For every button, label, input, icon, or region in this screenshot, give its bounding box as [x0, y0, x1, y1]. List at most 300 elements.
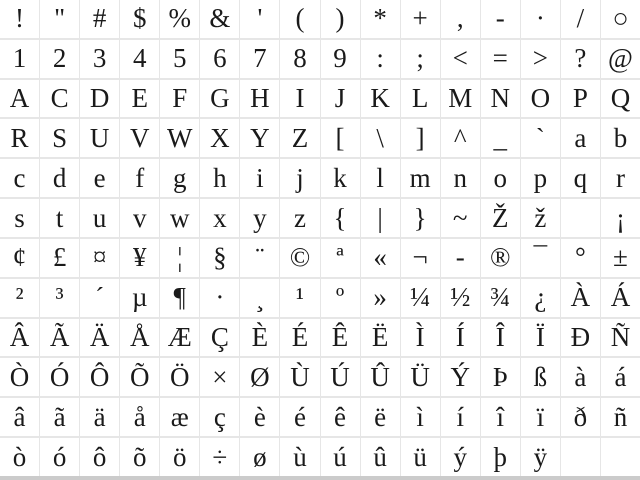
char-cell[interactable] — [361, 80, 400, 118]
char-cell[interactable] — [601, 398, 640, 436]
glyph-label: ( — [295, 3, 305, 34]
char-cell[interactable] — [120, 199, 159, 237]
char-cell[interactable] — [0, 398, 39, 436]
char-cell[interactable] — [160, 279, 199, 317]
glyph-label: ³ — [55, 282, 64, 313]
char-cell[interactable] — [280, 0, 319, 38]
char-cell[interactable] — [40, 358, 79, 396]
glyph-label: o — [493, 162, 508, 193]
char-cell[interactable] — [80, 438, 119, 476]
char-cell[interactable] — [280, 438, 319, 476]
char-cell[interactable] — [240, 398, 279, 436]
char-cell[interactable] — [401, 119, 440, 157]
glyph-label: h — [213, 162, 227, 193]
char-cell[interactable] — [0, 119, 39, 157]
char-cell[interactable] — [481, 0, 520, 38]
char-cell[interactable] — [361, 438, 400, 476]
char-cell[interactable] — [481, 40, 520, 78]
char-cell[interactable] — [521, 40, 560, 78]
glyph-label: À — [570, 282, 591, 313]
char-cell[interactable] — [361, 319, 400, 357]
char-cell[interactable] — [280, 319, 319, 357]
char-cell[interactable] — [40, 398, 79, 436]
char-cell[interactable] — [120, 0, 159, 38]
glyph-label: í — [456, 401, 464, 432]
char-cell[interactable] — [120, 358, 159, 396]
glyph-label: ' — [257, 3, 263, 34]
char-cell[interactable] — [521, 358, 560, 396]
glyph-label: ? — [574, 43, 587, 74]
char-cell[interactable] — [120, 438, 159, 476]
char-cell[interactable] — [80, 0, 119, 38]
char-cell[interactable] — [481, 199, 520, 237]
char-cell[interactable] — [601, 438, 640, 476]
glyph-label: Ä — [89, 322, 110, 353]
glyph-label: - — [495, 3, 505, 34]
glyph-label: ¨ — [255, 242, 265, 273]
char-cell[interactable] — [441, 80, 480, 118]
char-cell[interactable] — [481, 239, 520, 277]
glyph-label: L — [411, 83, 429, 114]
char-cell[interactable] — [401, 239, 440, 277]
char-cell[interactable] — [80, 398, 119, 436]
char-cell[interactable] — [321, 319, 360, 357]
glyph-label: ö — [173, 441, 187, 472]
char-cell[interactable] — [361, 119, 400, 157]
char-cell[interactable] — [321, 159, 360, 197]
char-cell[interactable] — [200, 279, 239, 317]
char-cell[interactable] — [361, 0, 400, 38]
char-cell[interactable] — [601, 199, 640, 237]
char-cell[interactable] — [441, 239, 480, 277]
char-cell[interactable] — [481, 80, 520, 118]
glyph-label: s — [14, 202, 25, 233]
char-cell[interactable] — [160, 398, 199, 436]
char-cell[interactable] — [561, 319, 600, 357]
glyph-label: ß — [533, 361, 548, 392]
char-cell[interactable] — [280, 239, 319, 277]
char-cell[interactable] — [40, 0, 79, 38]
char-cell[interactable] — [521, 159, 560, 197]
char-cell[interactable] — [481, 438, 520, 476]
char-cell[interactable] — [561, 239, 600, 277]
glyph-label: m — [409, 162, 431, 193]
glyph-label: Å — [129, 322, 150, 353]
glyph-label: % — [168, 3, 192, 34]
char-cell[interactable] — [160, 199, 199, 237]
char-cell[interactable] — [240, 119, 279, 157]
char-cell[interactable] — [481, 398, 520, 436]
glyph-label: ; — [416, 43, 424, 74]
glyph-label: r — [615, 162, 625, 193]
char-cell[interactable] — [160, 239, 199, 277]
glyph-label: ª — [336, 242, 344, 273]
char-cell[interactable] — [321, 398, 360, 436]
char-cell[interactable] — [601, 358, 640, 396]
char-cell[interactable] — [601, 239, 640, 277]
glyph-label: ð — [573, 401, 588, 432]
glyph-label: ý — [453, 441, 467, 472]
char-cell[interactable] — [200, 80, 239, 118]
char-cell[interactable] — [240, 80, 279, 118]
char-cell[interactable] — [521, 80, 560, 118]
char-cell[interactable] — [361, 239, 400, 277]
char-cell[interactable] — [0, 279, 39, 317]
glyph-label: é — [293, 401, 306, 432]
glyph-label: » — [373, 282, 387, 313]
char-cell[interactable] — [441, 0, 480, 38]
glyph-label: J — [334, 83, 346, 114]
char-cell[interactable] — [0, 80, 39, 118]
glyph-label: Æ — [167, 322, 192, 353]
glyph-label: a — [574, 122, 587, 153]
glyph-label: £ — [52, 242, 67, 273]
char-cell[interactable] — [521, 119, 560, 157]
char-cell[interactable] — [561, 40, 600, 78]
char-cell[interactable] — [80, 119, 119, 157]
char-cell[interactable] — [601, 119, 640, 157]
glyph-label: g — [173, 162, 187, 193]
glyph-label: ¶ — [173, 282, 186, 313]
char-cell[interactable] — [401, 199, 440, 237]
glyph-label: Þ — [492, 361, 508, 392]
char-cell[interactable] — [321, 119, 360, 157]
char-cell[interactable] — [441, 199, 480, 237]
glyph-label: 5 — [173, 43, 187, 74]
char-cell[interactable] — [441, 119, 480, 157]
char-cell[interactable] — [240, 159, 279, 197]
char-cell[interactable] — [240, 40, 279, 78]
char-cell[interactable] — [80, 199, 119, 237]
glyph-label: Ú — [330, 361, 350, 392]
char-cell[interactable] — [601, 159, 640, 197]
char-cell[interactable] — [40, 279, 79, 317]
char-cell[interactable] — [601, 0, 640, 38]
char-cell[interactable] — [80, 239, 119, 277]
char-cell[interactable] — [240, 438, 279, 476]
char-cell[interactable] — [0, 358, 39, 396]
char-cell[interactable] — [240, 0, 279, 38]
glyph-label: e — [93, 162, 106, 193]
char-cell[interactable] — [240, 239, 279, 277]
char-cell[interactable] — [120, 279, 159, 317]
char-cell[interactable] — [561, 398, 600, 436]
glyph-label: Z — [291, 122, 309, 153]
glyph-label: ÿ — [533, 441, 548, 472]
char-cell[interactable] — [200, 398, 239, 436]
glyph-label: Ã — [49, 322, 70, 353]
glyph-label: ¬ — [412, 242, 428, 273]
glyph-label: © — [289, 242, 311, 273]
char-cell[interactable] — [280, 159, 319, 197]
glyph-label: Ö — [170, 361, 190, 392]
glyph-label: Ì — [415, 322, 425, 353]
glyph-label: w — [170, 202, 190, 233]
glyph-label: A — [9, 83, 30, 114]
glyph-label: y — [253, 202, 267, 233]
char-cell[interactable] — [160, 80, 199, 118]
char-cell[interactable] — [120, 319, 159, 357]
glyph-label: ò — [12, 441, 27, 472]
glyph-label: c — [13, 162, 26, 193]
glyph-label: D — [89, 83, 110, 114]
char-cell[interactable] — [160, 319, 199, 357]
char-cell[interactable] — [80, 319, 119, 357]
glyph-label: Ê — [331, 322, 349, 353]
glyph-label: ¢ — [12, 242, 27, 273]
char-cell[interactable] — [240, 319, 279, 357]
char-cell[interactable] — [481, 319, 520, 357]
glyph-label: Û — [370, 361, 390, 392]
char-cell[interactable] — [401, 438, 440, 476]
char-cell[interactable] — [280, 40, 319, 78]
glyph-label: Ô — [89, 361, 110, 392]
char-cell[interactable] — [401, 398, 440, 436]
glyph-label: ´ — [95, 282, 105, 313]
char-cell[interactable] — [0, 159, 39, 197]
char-cell[interactable] — [401, 319, 440, 357]
char-cell[interactable] — [521, 239, 560, 277]
glyph-label: X — [210, 122, 230, 153]
char-cell[interactable] — [240, 358, 279, 396]
char-cell[interactable] — [401, 80, 440, 118]
char-cell[interactable] — [361, 358, 400, 396]
char-cell[interactable] — [481, 119, 520, 157]
char-cell[interactable] — [160, 119, 199, 157]
char-cell[interactable] — [561, 159, 600, 197]
glyph-label: k — [333, 162, 347, 193]
char-cell[interactable] — [0, 319, 39, 357]
glyph-label: ê — [334, 401, 347, 432]
char-cell[interactable] — [601, 40, 640, 78]
char-cell[interactable] — [280, 119, 319, 157]
glyph-label: @ — [608, 43, 633, 74]
glyph-label: ç — [213, 401, 226, 432]
char-cell[interactable] — [0, 239, 39, 277]
char-cell[interactable] — [561, 0, 600, 38]
char-cell[interactable] — [521, 319, 560, 357]
char-cell[interactable] — [200, 358, 239, 396]
char-cell[interactable] — [240, 279, 279, 317]
char-cell[interactable] — [40, 319, 79, 357]
glyph-label: q — [573, 162, 588, 193]
char-cell[interactable] — [160, 0, 199, 38]
char-cell[interactable] — [321, 80, 360, 118]
char-cell[interactable] — [280, 199, 319, 237]
char-cell[interactable] — [521, 438, 560, 476]
char-cell[interactable] — [200, 199, 239, 237]
char-cell[interactable] — [120, 80, 159, 118]
glyph-label: p — [533, 162, 548, 193]
char-cell[interactable] — [601, 279, 640, 317]
char-cell[interactable] — [160, 358, 199, 396]
char-cell[interactable] — [441, 438, 480, 476]
char-cell[interactable] — [40, 40, 79, 78]
glyph-label: { — [333, 202, 347, 233]
char-cell[interactable] — [0, 40, 39, 78]
glyph-label: V — [129, 122, 150, 153]
char-cell[interactable] — [561, 199, 600, 237]
glyph-label: K — [370, 83, 390, 114]
char-cell[interactable] — [561, 80, 600, 118]
char-cell[interactable] — [561, 358, 600, 396]
char-cell[interactable] — [601, 80, 640, 118]
char-cell[interactable] — [321, 199, 360, 237]
char-cell[interactable] — [521, 0, 560, 38]
char-cell[interactable] — [120, 159, 159, 197]
char-cell[interactable] — [481, 279, 520, 317]
char-cell[interactable] — [401, 358, 440, 396]
char-cell[interactable] — [80, 40, 119, 78]
char-cell[interactable] — [280, 279, 319, 317]
char-cell[interactable] — [321, 239, 360, 277]
glyph-label: ~ — [452, 202, 468, 233]
glyph-label: ¡ — [615, 202, 625, 233]
char-cell[interactable] — [40, 80, 79, 118]
char-cell[interactable] — [120, 239, 159, 277]
glyph-label: 7 — [253, 43, 267, 74]
char-cell[interactable] — [240, 199, 279, 237]
char-cell[interactable] — [361, 199, 400, 237]
glyph-label: C — [50, 83, 69, 114]
char-cell[interactable] — [40, 239, 79, 277]
char-cell[interactable] — [441, 358, 480, 396]
char-cell[interactable] — [80, 279, 119, 317]
char-cell[interactable] — [441, 398, 480, 436]
char-cell[interactable] — [361, 398, 400, 436]
glyph-label: Ø — [250, 361, 270, 392]
glyph-label: û — [373, 441, 387, 472]
char-cell[interactable] — [160, 159, 199, 197]
char-cell[interactable] — [40, 119, 79, 157]
char-cell[interactable] — [361, 159, 400, 197]
glyph-label: N — [490, 83, 511, 114]
char-cell[interactable] — [481, 159, 520, 197]
glyph-label: I — [295, 83, 305, 114]
glyph-label: u — [92, 202, 107, 233]
char-cell[interactable] — [160, 40, 199, 78]
char-cell[interactable] — [80, 80, 119, 118]
char-cell[interactable] — [401, 40, 440, 78]
glyph-label: ± — [613, 242, 628, 273]
glyph-label: Õ — [129, 361, 150, 392]
char-cell[interactable] — [601, 319, 640, 357]
char-cell[interactable] — [200, 119, 239, 157]
char-cell[interactable] — [401, 0, 440, 38]
char-cell[interactable] — [200, 319, 239, 357]
char-cell[interactable] — [80, 159, 119, 197]
glyph-label: # — [92, 3, 107, 34]
char-cell[interactable] — [521, 279, 560, 317]
char-cell[interactable] — [441, 319, 480, 357]
glyph-label: ã — [53, 401, 66, 432]
char-cell[interactable] — [321, 40, 360, 78]
char-cell[interactable] — [321, 358, 360, 396]
char-cell[interactable] — [481, 358, 520, 396]
glyph-label: j — [296, 162, 304, 193]
glyph-label: x — [213, 202, 227, 233]
char-cell[interactable] — [200, 159, 239, 197]
char-cell[interactable] — [280, 398, 319, 436]
glyph-label: ¾ — [490, 282, 511, 313]
char-cell[interactable] — [0, 438, 39, 476]
char-cell[interactable] — [321, 279, 360, 317]
glyph-label: ¯ — [533, 242, 548, 273]
glyph-label: á — [614, 361, 627, 392]
char-cell[interactable] — [280, 358, 319, 396]
glyph-label: R — [10, 122, 29, 153]
glyph-label: ! — [15, 3, 25, 34]
glyph-label: S — [52, 122, 68, 153]
char-cell[interactable] — [361, 40, 400, 78]
char-cell[interactable] — [80, 358, 119, 396]
char-cell[interactable] — [561, 438, 600, 476]
glyph-label: · — [215, 282, 225, 313]
glyph-label: 2 — [52, 43, 67, 74]
glyph-label: Ç — [210, 322, 229, 353]
glyph-label: É — [291, 322, 309, 353]
char-cell[interactable] — [40, 438, 79, 476]
char-cell[interactable] — [120, 40, 159, 78]
glyph-label: H — [250, 83, 270, 114]
char-cell[interactable] — [321, 438, 360, 476]
char-cell[interactable] — [200, 438, 239, 476]
glyph-label: ž — [534, 202, 547, 233]
glyph-label: 9 — [333, 43, 347, 74]
glyph-label: Ý — [450, 361, 470, 392]
glyph-label: & — [209, 3, 231, 34]
glyph-label: t — [55, 202, 64, 233]
glyph-label: W — [167, 122, 193, 153]
char-cell[interactable] — [441, 40, 480, 78]
char-cell[interactable] — [321, 0, 360, 38]
char-cell[interactable] — [401, 159, 440, 197]
glyph-label: z — [293, 202, 306, 233]
char-cell[interactable] — [200, 0, 239, 38]
glyph-label: ] — [415, 122, 425, 153]
glyph-label: ù — [293, 441, 307, 472]
char-cell[interactable] — [561, 279, 600, 317]
char-cell[interactable] — [120, 119, 159, 157]
glyph-label: P — [572, 83, 588, 114]
char-cell[interactable] — [0, 0, 39, 38]
glyph-label: n — [453, 162, 467, 193]
char-cell[interactable] — [521, 398, 560, 436]
char-cell[interactable] — [521, 199, 560, 237]
char-cell[interactable] — [0, 199, 39, 237]
char-cell[interactable] — [200, 239, 239, 277]
glyph-label: f — [135, 162, 145, 193]
char-cell[interactable] — [401, 279, 440, 317]
glyph-label: Í — [455, 322, 465, 353]
char-cell[interactable] — [40, 159, 79, 197]
glyph-label: U — [89, 122, 110, 153]
glyph-label: Ð — [570, 322, 591, 353]
char-cell[interactable] — [40, 199, 79, 237]
glyph-label: , — [456, 3, 464, 34]
char-cell[interactable] — [561, 119, 600, 157]
char-cell[interactable] — [160, 438, 199, 476]
char-cell[interactable] — [361, 279, 400, 317]
glyph-label: E — [131, 83, 148, 114]
char-cell[interactable] — [200, 40, 239, 78]
glyph-label: 1 — [12, 43, 27, 74]
char-cell[interactable] — [441, 279, 480, 317]
char-cell[interactable] — [120, 398, 159, 436]
char-cell[interactable] — [280, 80, 319, 118]
char-cell[interactable] — [441, 159, 480, 197]
glyph-label: ä — [93, 401, 106, 432]
